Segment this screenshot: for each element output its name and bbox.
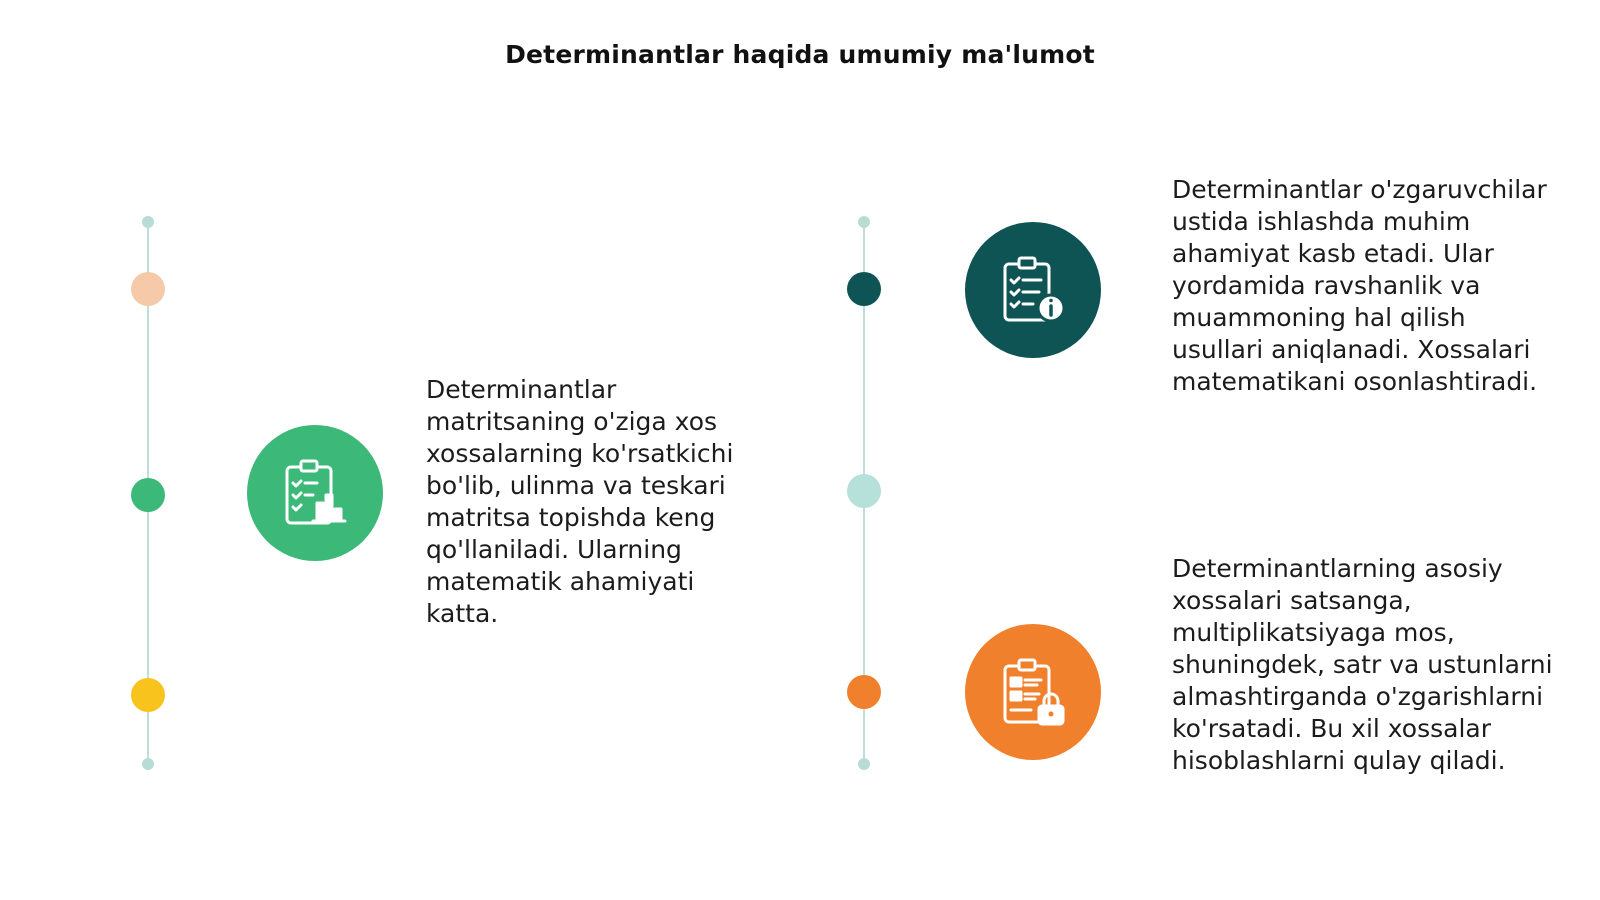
- item-text-3: Determinantlarning asosiy xossalari satsanga, multiplikatsiyaga mos, shuningdek, satr va ustunlarni almashtirganda o'zgarishlarni ko'rsatadi. Bu xil xossalar hisoblashlarni qulay qiladi.: [1172, 554, 1553, 775]
- clipboard-lock-icon: [965, 624, 1101, 760]
- item-text-2: Determinantlar o'zgaruvchilar ustida ishlashda muhim ahamiyat kasb etadi. Ular yordamida ravshanlik va muammoning hal qilish usullari aniqlanadi. Xossalari matematikani osonlashtiradi.: [1172, 175, 1547, 396]
- clipboard-info-icon: [965, 222, 1101, 358]
- timeline-node-orange: [847, 675, 881, 709]
- timeline-node-mint: [847, 474, 881, 508]
- timeline-cap-top-right: [858, 216, 870, 228]
- item-text-1: Determinantlar matritsaning o'ziga xos xossalarning ko'rsatkichi bo'lib, ulinma va teskari matritsa topishda keng qo'llaniladi. Ularning matematik ahamiyati katta.: [426, 375, 734, 628]
- clipboard-chart-icon: [247, 425, 383, 561]
- timeline-cap-bottom-right: [858, 758, 870, 770]
- page-title: Determinantlar haqida umumiy ma'lumot: [505, 40, 1095, 69]
- timeline-node-teal: [847, 272, 881, 306]
